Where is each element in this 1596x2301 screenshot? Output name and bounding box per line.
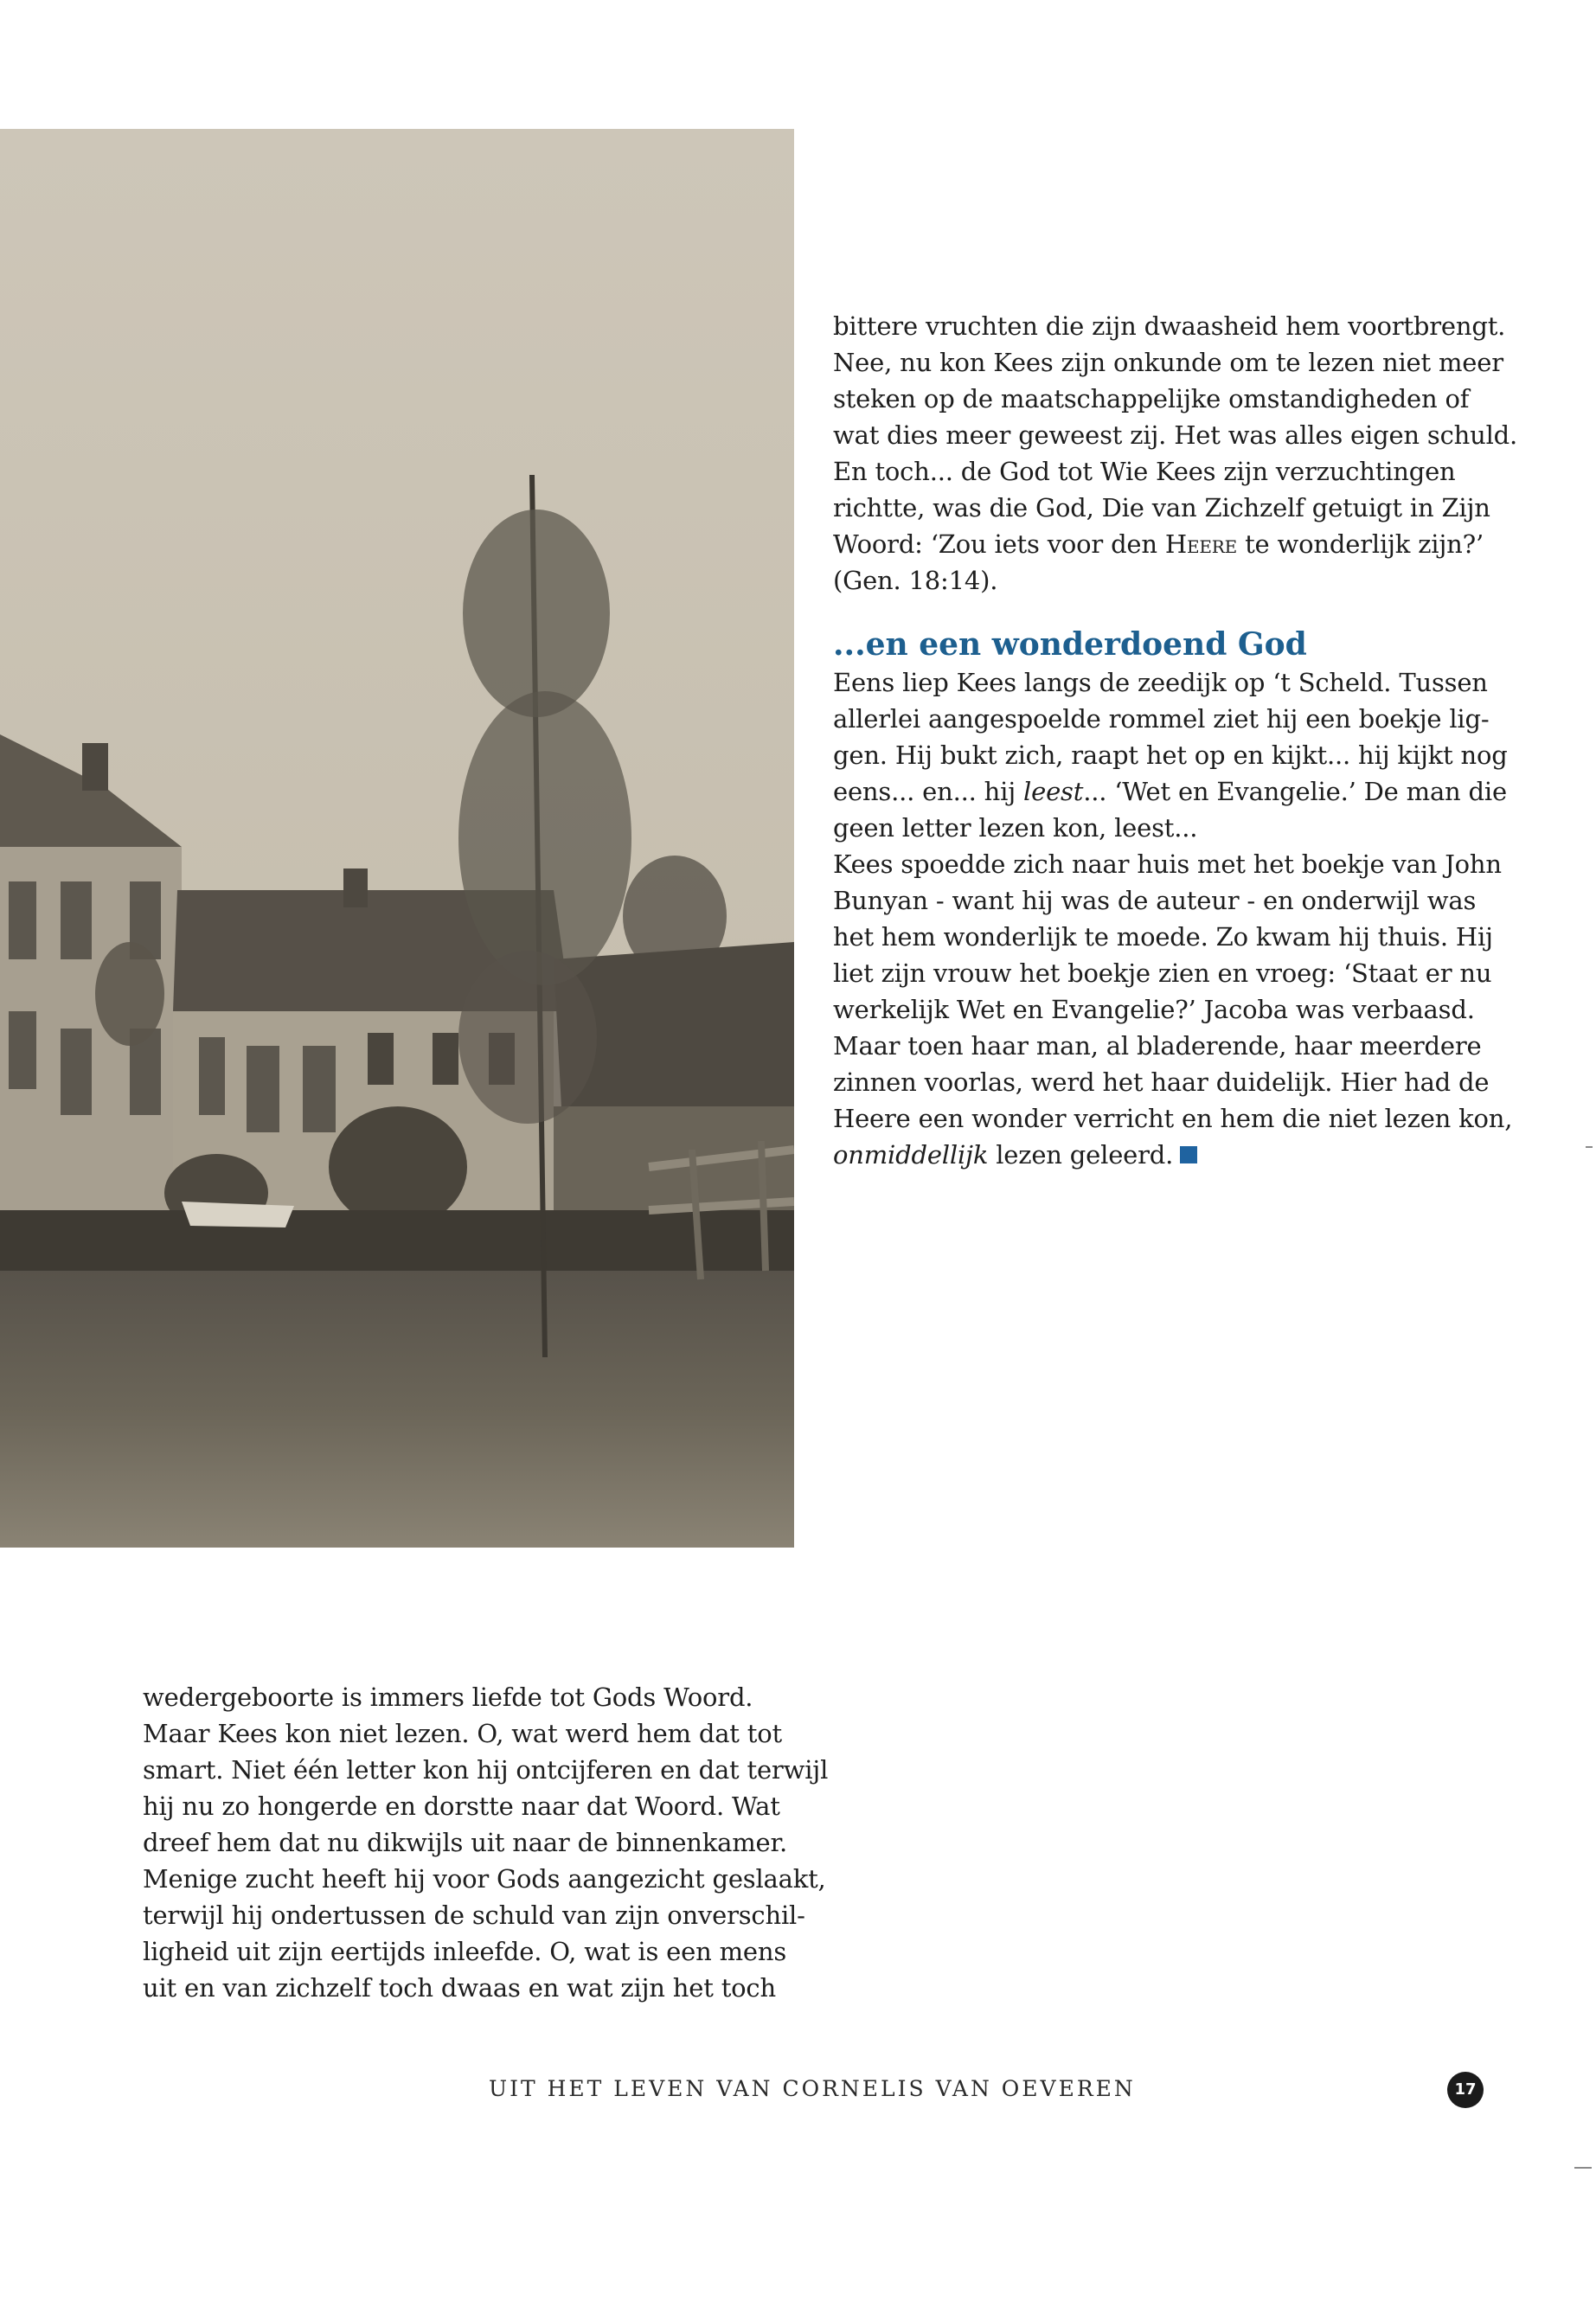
end-of-article-square-icon [1180, 1146, 1197, 1163]
text-line: geen letter lezen kon, leest... [833, 813, 1198, 843]
text-line: dreef hem dat nu dikwijls uit naar de binnenkamer. [143, 1828, 787, 1857]
photo-window [61, 1029, 92, 1115]
text-line: Maar Kees kon niet lezen. O, wat werd hem dat tot [143, 1719, 782, 1748]
text-line: ligheid uit zijn eertijds inleefde. O, wat is een mens [143, 1937, 787, 1966]
text-line: hij nu zo hongerde en dorstte naar dat Woord. Wat [143, 1791, 780, 1821]
text-line: het hem wonderlijk te moede. Zo kwam hij thuis. Hij [833, 922, 1493, 952]
photo-small-tree [95, 942, 164, 1046]
text-line: zinnen voorlas, werd het haar duidelijk. Hier had de [833, 1067, 1490, 1097]
text-line: allerlei aangespoelde rommel ziet hij een boekje lig- [833, 704, 1490, 734]
text-line [833, 773, 1507, 810]
photo-chimney [82, 743, 108, 791]
right-column [833, 308, 1518, 1173]
section-heading: ...en een wonderdoend God [833, 626, 1307, 663]
photo-fence-post [761, 1141, 766, 1271]
photo-window [199, 1037, 225, 1115]
left-paragraph [143, 1679, 829, 2006]
text-line: wedergeboorte is immers liefde tot Gods Woord. [143, 1682, 753, 1712]
text-line: werkelijk Wet en Evangelie?’ Jacoba was verbaasd. [833, 995, 1475, 1024]
italic-onmiddellijk: onmiddellijk [833, 1140, 989, 1170]
text-line: Kees spoedde zich naar huis met het boekje van John [833, 849, 1502, 879]
text-line: steken op de maatschappelijke omstandigheden of [833, 384, 1470, 413]
crop-mark [1586, 1146, 1593, 1148]
photo-window [61, 881, 92, 959]
running-footer-title: UIT HET LEVEN VAN CORNELIS VAN OEVEREN [489, 2076, 1136, 2101]
text-line: Eens liep Kees langs de zeedijk op ‘t Scheld. Tussen [833, 668, 1488, 697]
text-line: richtte, was die God, Die van Zichzelf getuigt in Zijn [833, 493, 1490, 522]
photo-window [433, 1033, 458, 1085]
photo-ground [0, 1271, 794, 1548]
text-line: bittere vruchten die zijn dwaasheid hem voortbrengt. [833, 311, 1506, 341]
photo-window [9, 1011, 36, 1089]
text-line: wat dies meer geweest zij. Het was alles eigen schuld. [833, 420, 1518, 450]
text-line: Menige zucht heeft hij voor Gods aangezicht geslaakt, [143, 1864, 826, 1894]
text-line [833, 526, 1486, 562]
photo-young-tree-crown [463, 510, 610, 717]
right-paragraph-2 [833, 664, 1513, 1173]
text-line: liet zijn vrouw het boekje zien en vroeg: ‘Staat er nu [833, 958, 1492, 988]
text-line [833, 1137, 1486, 1173]
right-paragraph-1 [833, 308, 1518, 599]
text-line: En toch... de God tot Wie Kees zijn verzuchtingen [833, 457, 1456, 486]
text-line: terwijl hij ondertussen de schuld van zijn onverschil- [143, 1900, 805, 1930]
photo-window [303, 1046, 336, 1132]
photo-window [9, 881, 36, 959]
crop-mark [1574, 2167, 1592, 2169]
historical-photo [0, 129, 794, 1548]
text-line: Nee, nu kon Kees zijn onkunde om te lezen niet meer [833, 348, 1503, 377]
photo-laundry [182, 1202, 294, 1227]
text-line: Heere een wonder verricht en hem die niet lezen kon, [833, 1104, 1513, 1133]
text-run: eens... en... hij [833, 777, 1024, 806]
photo-chimney [343, 868, 368, 907]
photo-window [247, 1046, 279, 1132]
left-column [143, 1679, 829, 2006]
italic-leest: leest [1023, 777, 1084, 806]
text-line: Maar toen haar man, al bladerende, haar meerdere [833, 1031, 1482, 1061]
text-run: Woord: ‘Zou iets voor den [833, 529, 1165, 559]
text-run: lezen geleerd. [988, 1140, 1174, 1170]
photo-illustration [0, 129, 794, 1548]
text-run: te wonderlijk zijn?’ [1237, 529, 1484, 559]
text-line: Bunyan - want hij was de auteur - en onderwijl was [833, 886, 1477, 915]
text-line: gen. Hij bukt zich, raapt het op en kijkt... hij kijkt nog [833, 740, 1508, 770]
photo-hedge [0, 1210, 794, 1271]
text-line: (Gen. 18:14). [833, 566, 998, 595]
page-number-badge: 17 [1447, 2072, 1484, 2108]
photo-young-tree-crown [458, 951, 597, 1124]
text-run: ... ‘Wet en Evangelie.’ De man die [1083, 777, 1507, 806]
text-line: smart. Niet één letter kon hij ontcijferen en dat terwijl [143, 1755, 829, 1785]
photo-window [368, 1033, 394, 1085]
photo-young-tree-crown [458, 691, 631, 985]
small-caps-heere: Heere [1164, 529, 1238, 559]
text-line: uit en van zichzelf toch dwaas en wat zijn het toch [143, 1973, 776, 2003]
photo-bush [329, 1106, 467, 1227]
